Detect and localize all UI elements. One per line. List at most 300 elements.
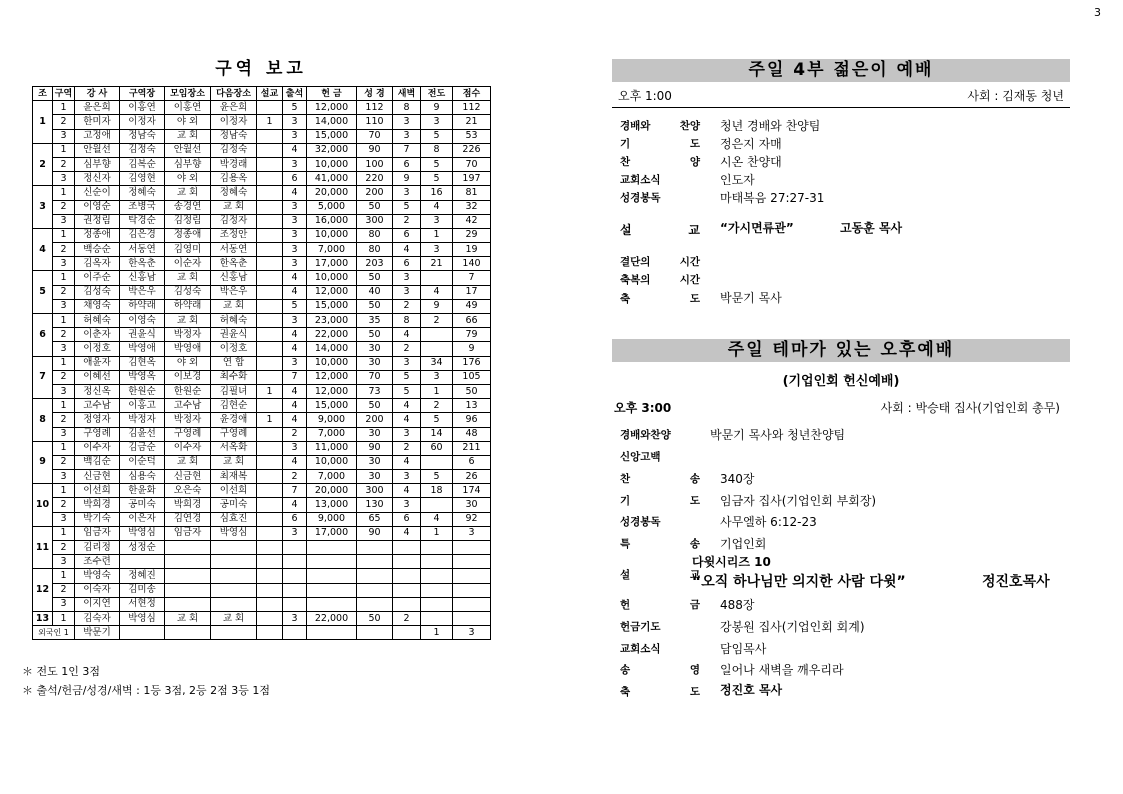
table-cell	[393, 541, 421, 555]
table-cell: 5	[283, 101, 307, 115]
table-row	[33, 626, 491, 640]
table-cell: 야 외	[165, 356, 211, 370]
table-cell: 정종애	[75, 228, 120, 242]
table-cell: 50	[357, 299, 393, 313]
table-cell: 박은우	[120, 285, 165, 299]
table-cell: 4	[393, 413, 421, 427]
table-cell: 16	[421, 186, 453, 200]
table-row	[33, 484, 491, 498]
table-cell	[211, 626, 257, 640]
table-row	[33, 299, 491, 313]
table-cell	[257, 626, 283, 640]
afternoon-sermon-preacher: 정진호목사	[982, 574, 1050, 590]
table-row	[33, 384, 491, 398]
table-row	[33, 143, 491, 157]
table-row	[33, 228, 491, 242]
table-cell: 교 회	[165, 271, 211, 285]
table-cell: 박정자	[165, 328, 211, 342]
table-cell: 박희경	[75, 498, 120, 512]
group-cell: 9	[33, 441, 53, 484]
table-cell: 3	[53, 129, 75, 143]
column-header: 헌 금	[307, 87, 357, 101]
table-cell	[257, 285, 283, 299]
table-row	[33, 342, 491, 356]
table-cell: 26	[453, 470, 491, 484]
table-cell: 박영심	[120, 611, 165, 625]
table-cell	[211, 541, 257, 555]
table-cell	[211, 597, 257, 611]
service4-extra-label: 축복의 시간	[620, 274, 700, 286]
table-cell: 112	[453, 101, 491, 115]
table-cell	[307, 583, 357, 597]
table-cell: 3	[53, 257, 75, 271]
table-cell	[257, 328, 283, 342]
table-cell: 6	[283, 172, 307, 186]
afternoon-item-label: 경배와찬양	[620, 429, 671, 441]
table-row	[33, 441, 491, 455]
table-cell: 3	[421, 243, 453, 257]
table-cell	[257, 512, 283, 526]
afternoon-item2-value: 일어나 새벽을 깨우리라	[720, 663, 844, 677]
table-cell: 권윤식	[211, 328, 257, 342]
table-cell	[357, 569, 393, 583]
table-cell: 30	[453, 498, 491, 512]
table-cell	[393, 597, 421, 611]
table-cell: 18	[421, 484, 453, 498]
table-cell: 정혜숙	[211, 186, 257, 200]
table-cell	[307, 626, 357, 640]
table-cell: 3	[393, 129, 421, 143]
table-cell: 2	[393, 299, 421, 313]
table-cell: 공미숙	[120, 498, 165, 512]
table-cell: 허혜숙	[211, 314, 257, 328]
table-cell: 3	[283, 356, 307, 370]
group-cell: 12	[33, 569, 53, 612]
table-cell: 한미자	[75, 115, 120, 129]
table-cell: 하약래	[120, 299, 165, 313]
table-cell	[257, 484, 283, 498]
table-cell: 2	[53, 370, 75, 384]
table-cell: 신금현	[75, 470, 120, 484]
table-cell: 197	[453, 172, 491, 186]
table-cell: 80	[357, 228, 393, 242]
table-cell: 신홍남	[211, 271, 257, 285]
table-cell: 3	[53, 384, 75, 398]
table-cell: 70	[357, 129, 393, 143]
table-row	[33, 427, 491, 441]
group-cell: 2	[33, 143, 53, 186]
table-cell: 이지연	[75, 597, 120, 611]
table-cell: 10,000	[307, 356, 357, 370]
table-cell: 김정숙	[120, 143, 165, 157]
table-cell: 50	[453, 384, 491, 398]
table-cell: 4	[421, 285, 453, 299]
table-cell	[257, 143, 283, 157]
column-header: 전도	[421, 87, 453, 101]
table-cell: 5	[393, 200, 421, 214]
group-cell: 4	[33, 228, 53, 271]
table-cell: 이수자	[75, 441, 120, 455]
table-cell: 윤경애	[211, 413, 257, 427]
table-cell: 92	[453, 512, 491, 526]
table-cell: 윤은희	[211, 101, 257, 115]
table-cell	[357, 555, 393, 569]
table-cell	[257, 583, 283, 597]
table-cell: 7	[453, 271, 491, 285]
service4-item-label: 성경봉독	[620, 192, 661, 204]
table-cell: 176	[453, 356, 491, 370]
table-cell: 교 회	[165, 455, 211, 469]
column-header: 구역	[53, 87, 75, 101]
table-cell: 105	[453, 370, 491, 384]
table-cell: 6	[283, 512, 307, 526]
table-cell: 1	[421, 228, 453, 242]
table-cell: 50	[357, 399, 393, 413]
table-cell: 이보경	[165, 370, 211, 384]
table-cell: 40	[357, 285, 393, 299]
table-cell: 공미숙	[211, 498, 257, 512]
table-cell	[421, 271, 453, 285]
table-cell: 구영례	[165, 427, 211, 441]
table-cell	[357, 626, 393, 640]
table-cell: 박영옥	[120, 370, 165, 384]
table-cell: 2	[53, 455, 75, 469]
table-cell: 김리정	[75, 541, 120, 555]
table-cell: 15,000	[307, 299, 357, 313]
table-cell: 최수화	[211, 370, 257, 384]
table-cell: 20,000	[307, 186, 357, 200]
table-cell: 정신옥	[75, 384, 120, 398]
table-cell: 7,000	[307, 470, 357, 484]
table-cell: 이홍고	[120, 399, 165, 413]
table-cell	[257, 186, 283, 200]
table-cell: 김현순	[211, 399, 257, 413]
table-row	[33, 243, 491, 257]
table-row	[33, 200, 491, 214]
table-cell: 15,000	[307, 129, 357, 143]
table-cell	[165, 597, 211, 611]
table-cell: 2	[393, 342, 421, 356]
table-cell: 3	[393, 356, 421, 370]
table-cell: 50	[357, 271, 393, 285]
table-cell: 박영애	[120, 342, 165, 356]
service4-benediction: 박문기 목사	[720, 291, 782, 305]
table-cell: 이숙자	[75, 583, 120, 597]
table-cell: 이순덕	[120, 455, 165, 469]
column-header: 성 경	[357, 87, 393, 101]
afternoon-benediction: 정진호 목사	[720, 683, 783, 697]
table-cell: 4	[393, 526, 421, 540]
table-cell	[453, 541, 491, 555]
table-cell: 11,000	[307, 441, 357, 455]
table-cell	[257, 157, 283, 171]
table-cell	[421, 342, 453, 356]
table-header-row	[33, 87, 491, 101]
column-header: 새벽	[393, 87, 421, 101]
table-cell	[421, 455, 453, 469]
table-cell	[307, 541, 357, 555]
table-cell: 김숙자	[75, 611, 120, 625]
table-cell: 이수자	[165, 441, 211, 455]
table-cell	[257, 399, 283, 413]
table-row	[33, 370, 491, 384]
table-cell: 10,000	[307, 455, 357, 469]
group-cell: 외국인 1	[33, 626, 75, 640]
table-cell: 3	[53, 597, 75, 611]
service4-item-value: 청년 경배와 찬양팀	[720, 119, 821, 133]
service4-program	[612, 108, 1070, 358]
table-cell: 김현옥	[120, 356, 165, 370]
table-cell: 3	[53, 512, 75, 526]
table-cell: 3	[393, 285, 421, 299]
table-cell: 야 외	[165, 115, 211, 129]
table-cell: 2	[53, 157, 75, 171]
table-cell: 박문기	[75, 626, 120, 640]
table-cell	[257, 243, 283, 257]
table-cell: 이주순	[75, 271, 120, 285]
table-cell: 4	[393, 399, 421, 413]
table-cell: 23,000	[307, 314, 357, 328]
table-cell: 8	[421, 143, 453, 157]
table-cell: 박희경	[165, 498, 211, 512]
table-cell	[165, 583, 211, 597]
table-cell: 이홍연	[120, 101, 165, 115]
table-cell: 한옥춘	[211, 257, 257, 271]
table-cell: 박기숙	[75, 512, 120, 526]
table-cell: 성정순	[120, 541, 165, 555]
table-cell: 4	[393, 328, 421, 342]
group-cell: 13	[33, 611, 53, 625]
table-cell: 112	[357, 101, 393, 115]
table-cell: 4	[283, 271, 307, 285]
table-cell: 신홍남	[120, 271, 165, 285]
table-cell: 8	[393, 314, 421, 328]
table-cell: 130	[357, 498, 393, 512]
service4-item-value: 정은지 자매	[720, 137, 782, 151]
table-row	[33, 328, 491, 342]
table-cell: 백승순	[75, 243, 120, 257]
table-cell: 14,000	[307, 342, 357, 356]
table-cell	[307, 569, 357, 583]
table-cell: 김옥자	[75, 257, 120, 271]
table-cell: 1	[53, 399, 75, 413]
table-row	[33, 214, 491, 228]
table-cell	[307, 597, 357, 611]
table-cell: 박정자	[120, 413, 165, 427]
group-cell: 5	[33, 271, 53, 314]
table-cell: 1	[257, 384, 283, 398]
table-cell: 50	[357, 328, 393, 342]
table-cell: 1	[53, 101, 75, 115]
table-cell: 13,000	[307, 498, 357, 512]
table-cell: 3	[283, 611, 307, 625]
note-line: ＊ 전도 1인 3점	[22, 665, 100, 678]
table-cell	[257, 299, 283, 313]
table-cell: 김금순	[120, 441, 165, 455]
table-cell: 김정자	[211, 214, 257, 228]
table-cell: 정영자	[75, 413, 120, 427]
table-cell: 1	[257, 115, 283, 129]
table-row	[33, 101, 491, 115]
table-cell: 한윤화	[120, 484, 165, 498]
table-cell: 이춘자	[75, 328, 120, 342]
report-title: 구역 보고	[215, 59, 307, 79]
table-row	[33, 611, 491, 625]
table-row	[33, 512, 491, 526]
table-cell: 정남숙	[120, 129, 165, 143]
table-cell: 이정자	[120, 115, 165, 129]
table-cell: 6	[393, 512, 421, 526]
table-cell: 3	[283, 526, 307, 540]
table-cell	[421, 569, 453, 583]
table-cell	[257, 611, 283, 625]
table-cell: 1	[53, 484, 75, 498]
table-row	[33, 129, 491, 143]
table-cell: 22,000	[307, 328, 357, 342]
table-cell	[257, 441, 283, 455]
table-row	[33, 455, 491, 469]
afternoon-item-value: 기업인회	[720, 537, 767, 551]
table-cell: 채영숙	[75, 299, 120, 313]
table-row	[33, 555, 491, 569]
table-cell: 송경연	[165, 200, 211, 214]
table-cell: 고수남	[165, 399, 211, 413]
table-cell: 6	[393, 228, 421, 242]
table-cell: 32,000	[307, 143, 357, 157]
table-cell	[283, 597, 307, 611]
table-cell: 140	[453, 257, 491, 271]
afternoon-host: 사회 : 박승태 집사(기업인회 총무)	[880, 401, 1060, 415]
table-cell: 15,000	[307, 399, 357, 413]
table-cell: 30	[357, 356, 393, 370]
table-cell: 4	[283, 143, 307, 157]
table-cell: 6	[393, 257, 421, 271]
table-cell: 4	[421, 512, 453, 526]
table-cell	[257, 470, 283, 484]
table-cell	[257, 455, 283, 469]
table-cell: 35	[357, 314, 393, 328]
afternoon-time: 오후 3:00	[614, 401, 672, 415]
table-cell: 53	[453, 129, 491, 143]
table-cell: 13	[453, 399, 491, 413]
table-cell	[257, 200, 283, 214]
table-cell: 1	[53, 143, 75, 157]
table-cell: 3	[453, 626, 491, 640]
table-cell: 안월선	[75, 143, 120, 157]
table-cell: 이홍연	[165, 101, 211, 115]
column-header: 강 사	[75, 87, 120, 101]
table-cell: 하약래	[165, 299, 211, 313]
table-cell: 2	[421, 314, 453, 328]
table-cell: 5	[421, 129, 453, 143]
table-cell: 3	[393, 427, 421, 441]
table-cell: 7	[283, 370, 307, 384]
table-cell	[283, 569, 307, 583]
table-cell	[257, 271, 283, 285]
table-row	[33, 413, 491, 427]
table-cell: 신금현	[165, 470, 211, 484]
table-cell: 1	[53, 228, 75, 242]
table-cell: 14,000	[307, 115, 357, 129]
table-cell	[257, 101, 283, 115]
table-cell: 200	[357, 186, 393, 200]
table-cell: 이순자	[165, 257, 211, 271]
table-cell: 2	[53, 583, 75, 597]
table-cell: 한원순	[120, 384, 165, 398]
table-cell: 서동연	[211, 243, 257, 257]
column-header: 설교	[257, 87, 283, 101]
table-cell: 심부향	[165, 157, 211, 171]
table-cell: 김윤선	[120, 427, 165, 441]
table-cell: 1	[53, 356, 75, 370]
table-cell: 이선희	[211, 484, 257, 498]
table-cell: 7	[283, 484, 307, 498]
table-cell: 이영숙	[120, 314, 165, 328]
table-cell	[453, 555, 491, 569]
table-cell: 100	[357, 157, 393, 171]
table-row	[33, 569, 491, 583]
table-cell: 2	[53, 541, 75, 555]
table-cell: 한옥춘	[120, 257, 165, 271]
afternoon-item-value: 사무엘하 6:12-23	[720, 515, 817, 529]
table-cell: 41,000	[307, 172, 357, 186]
district-table	[32, 86, 491, 640]
table-cell: 심용숙	[120, 470, 165, 484]
service4-time-row	[612, 87, 1070, 108]
table-cell: 12,000	[307, 370, 357, 384]
table-cell: 21	[421, 257, 453, 271]
table-cell	[421, 541, 453, 555]
table-cell: 권윤식	[120, 328, 165, 342]
table-cell	[120, 555, 165, 569]
table-cell	[393, 569, 421, 583]
table-cell: 박영심	[211, 526, 257, 540]
table-cell: 정혜진	[120, 569, 165, 583]
table-cell: 3	[53, 172, 75, 186]
table-cell	[165, 541, 211, 555]
table-cell: 이정호	[211, 342, 257, 356]
table-cell: 김영미	[165, 243, 211, 257]
table-cell: 3	[283, 214, 307, 228]
table-cell: 73	[357, 384, 393, 398]
table-cell	[257, 228, 283, 242]
table-cell	[283, 583, 307, 597]
table-cell: 1	[53, 314, 75, 328]
table-cell	[421, 555, 453, 569]
table-cell: 70	[453, 157, 491, 171]
table-cell: 50	[357, 200, 393, 214]
table-cell: 4	[283, 384, 307, 398]
table-cell: 300	[357, 484, 393, 498]
table-cell: 임금자	[75, 526, 120, 540]
afternoon-sermon-label: 설 교	[620, 569, 700, 581]
table-cell: 3	[53, 470, 75, 484]
table-cell: 3	[283, 157, 307, 171]
afternoon-item2-label: 헌 금	[620, 599, 700, 611]
note-line: ＊ 출석/헌금/성경/새벽 : 1등 3점, 2등 2점 3등 1점	[22, 684, 271, 697]
afternoon-item2-value: 담임목사	[720, 642, 767, 656]
table-cell	[257, 526, 283, 540]
table-cell: 5	[421, 413, 453, 427]
table-cell: 4	[283, 285, 307, 299]
table-cell	[421, 583, 453, 597]
table-row	[33, 356, 491, 370]
table-cell: 3	[393, 498, 421, 512]
table-cell: 서동연	[120, 243, 165, 257]
table-cell: 19	[453, 243, 491, 257]
table-cell: 90	[357, 143, 393, 157]
table-cell	[421, 597, 453, 611]
